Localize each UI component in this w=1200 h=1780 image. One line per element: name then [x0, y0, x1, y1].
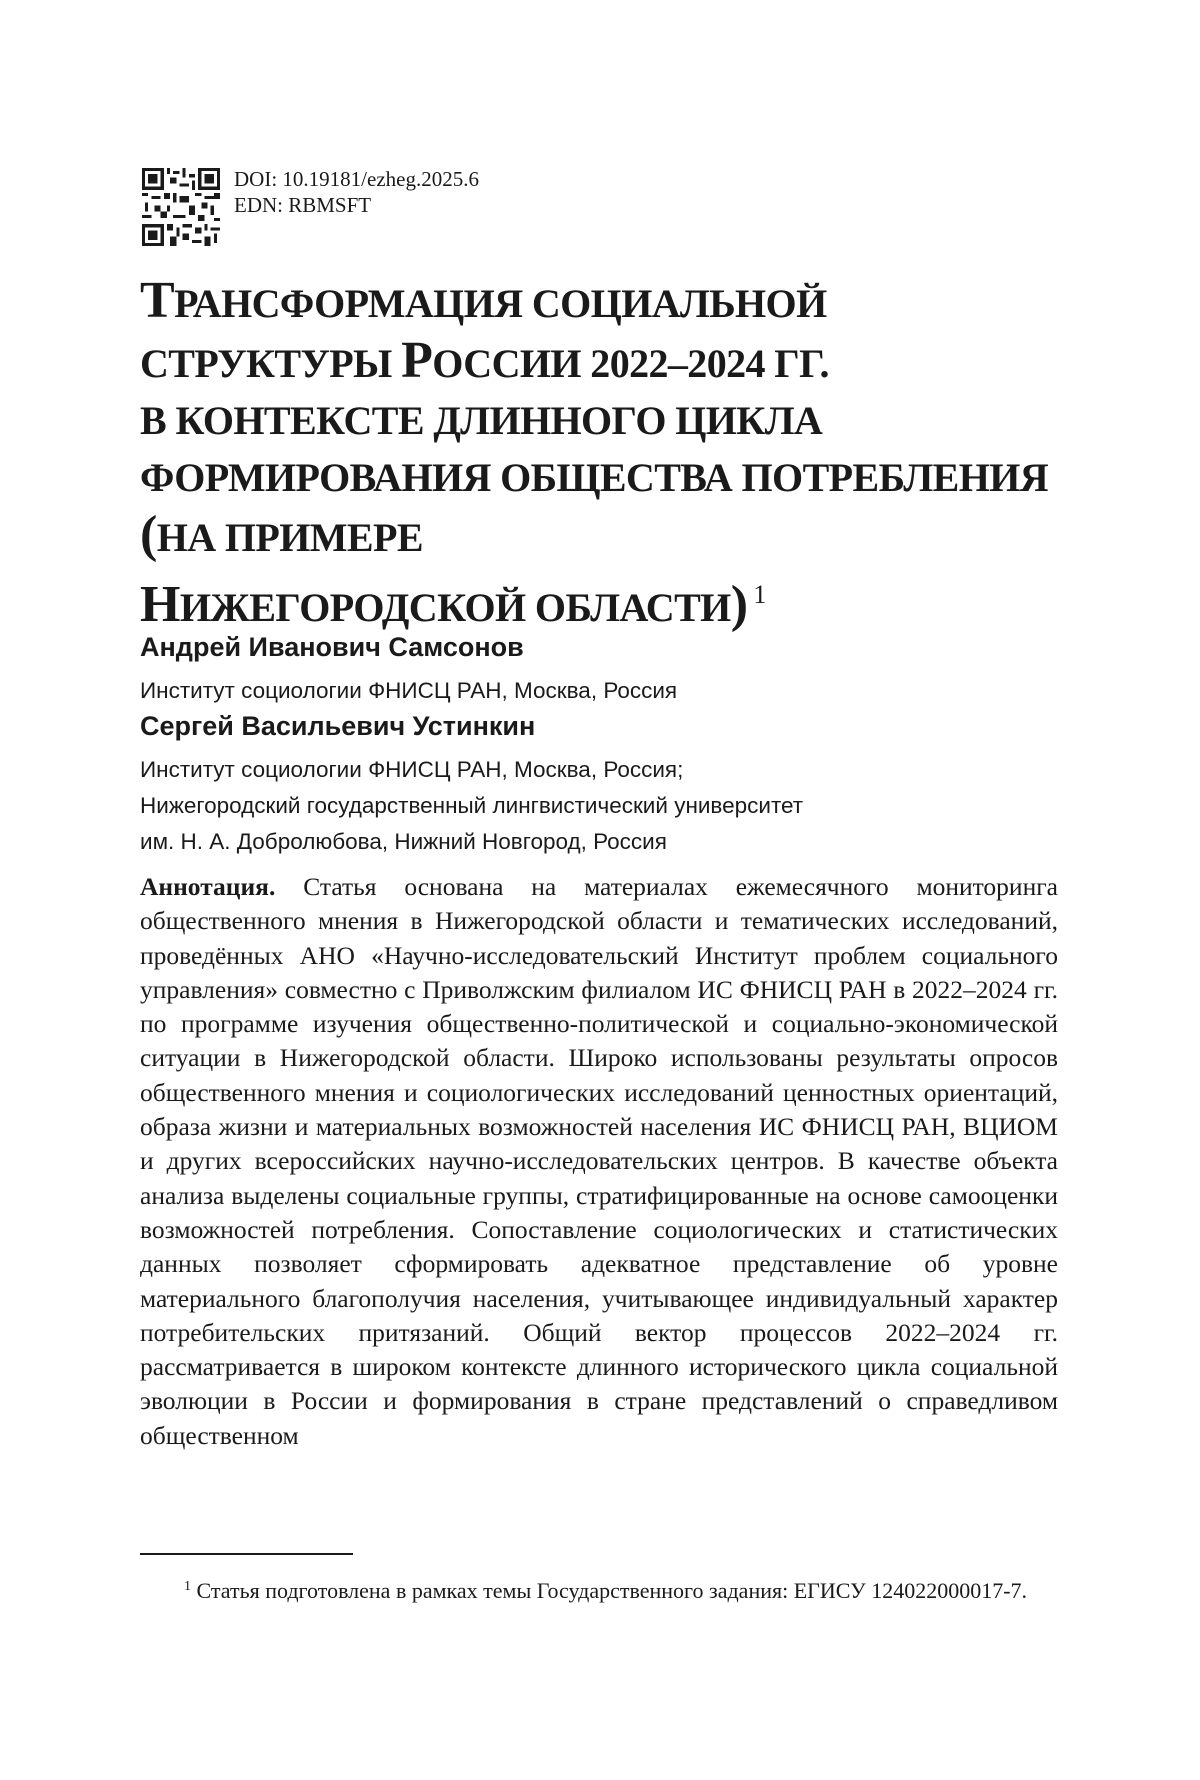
title-line: (НА ПРИМЕРЕ — [140, 506, 423, 563]
footnote-divider — [140, 1553, 353, 1555]
qr-code-icon — [142, 168, 220, 246]
title-line: ТРАНСФОРМАЦИЯ СОЦИАЛЬНОЙ — [140, 272, 827, 329]
abstract-label: Аннотация. — [140, 872, 276, 901]
author-name: Андрей Иванович Самсонов — [140, 632, 524, 662]
footnote-mark: 1 — [184, 1579, 191, 1594]
abstract — [140, 870, 1058, 1453]
title-line: ФОРМИРОВАНИЯ ОБЩЕСТВА ПОТРЕБЛЕНИЯ — [140, 455, 1049, 500]
title-line: В КОНТЕКСТЕ ДЛИННОГО ЦИКЛА — [140, 398, 823, 443]
footnote-text: Статья подготовлена в рамках темы Государственного задания: ЕГИСУ 124022000017-7. — [191, 1578, 1028, 1603]
author-affiliation: Институт социологии ФНИСЦ РАН, Москва, Россия; Нижегородский государственный лингвистический университет им. Н. А. Добролюбова, Нижний Новгород, Россия — [140, 757, 804, 854]
title-line: СТРУКТУРЫ РОССИИ 2022–2024 ГГ. — [140, 332, 829, 389]
article-identifiers — [234, 166, 479, 218]
author-name: Сергей Васильевич Устинкин — [140, 711, 536, 741]
title-line: НИЖЕГОРОДСКОЙ ОБЛАСТИ) $^1$ — [140, 576, 766, 633]
footnote — [140, 1572, 1058, 1606]
doi-text[interactable]: DOI: 10.19181/ezheg.2025.6 — [234, 167, 479, 191]
author-affiliation: Институт социологии ФНИСЦ РАН, Москва, Россия — [140, 678, 678, 703]
article-title — [140, 272, 1100, 636]
abstract-text: Статья основана на материалах ежемесячного мониторинга общественного мнения в Нижегородской области и тематических исследований, проведённых АНО «Научно-исследовательский Институт проблем социального управления» совместно с Приволжским филиалом ИС ФНИСЦ РАН в 2022–2024 гг. по программе изучения общественно-политической и социально-экономической ситуации в Нижегородской области. Широко использованы результаты опросов общественного мнения и социологических исследований ценностных ориентаций, образа жизни и материальных возможностей населения ИС ФНИСЦ РАН, ВЦИОМ и других всероссийских научно-исследовательских центров. В качестве объекта анализа выделены социальные группы, стратифицированные на основе самооценки возможностей потребления. Сопоставление социологических и статистических данных позволяет сформировать адекватное представление об уровне материального благополучия населения, учитывающее индивидуальный характер потребительских притязаний. Общий вектор процессов 2022–2024 гг. рассматривается в широком контексте длинного исторического цикла социальной эволюции в России и формирования в стране представлений о справедливом общественном — [140, 872, 1058, 1450]
title-footnote-mark[interactable]: 1 — [753, 580, 766, 609]
edn-text: EDN: RBMSFT — [234, 193, 372, 217]
